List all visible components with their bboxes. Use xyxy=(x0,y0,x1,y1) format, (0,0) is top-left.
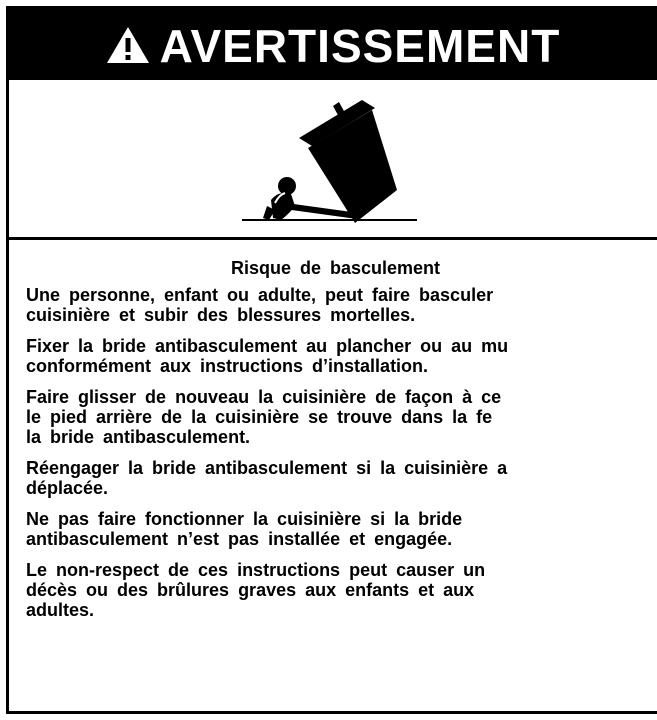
warning-title: AVERTISSEMENT xyxy=(159,19,561,72)
warning-paragraph: Une personne, enfant ou adulte, peut faire basculer cuisinière et subir des blessures mortelles. xyxy=(26,285,494,325)
warning-paragraph: Faire glisser de nouveau la cuisinière de façon à ce le pied arrière de la cuisinière se trouve dans la fe la bride antibasculement. xyxy=(26,387,502,447)
warning-header xyxy=(9,9,657,80)
warning-paragraph: Le non-respect de ces instructions peut causer un décès ou des brûlures graves aux enfants et aux adultes. xyxy=(26,560,486,620)
pictogram-panel xyxy=(9,80,657,240)
warning-triangle-icon xyxy=(106,25,150,65)
warning-label xyxy=(6,6,657,714)
warning-paragraph: Fixer la bride antibasculement au plancher ou au mu conformément aux instructions d’installation. xyxy=(26,336,509,376)
child-tipping-range-icon xyxy=(9,80,657,237)
warning-paragraph: Ne pas faire fonctionner la cuisinière si la bride antibasculement n’est pas installée et engagée. xyxy=(26,509,463,549)
warning-text xyxy=(26,257,657,631)
hazard-heading: Risque de basculement xyxy=(230,258,441,278)
warning-paragraph: Réengager la bride antibasculement si la cuisinière a déplacée. xyxy=(26,458,508,498)
